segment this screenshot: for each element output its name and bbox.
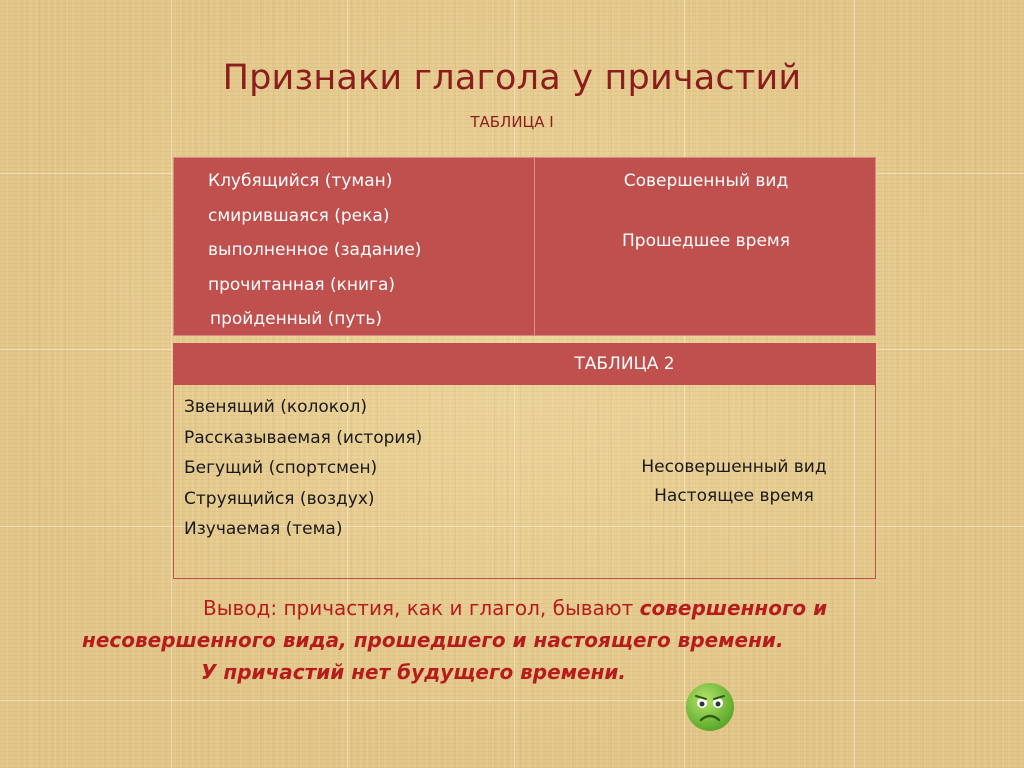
conclusion-line-3: У причастий нет будущего времени. xyxy=(201,660,627,684)
list-item: прочитанная (книга) xyxy=(208,274,396,295)
table-2-header-label: ТАБЛИЦА 2 xyxy=(574,354,675,374)
list-item: Струящийся (воздух) xyxy=(184,488,375,509)
tense-label: Настоящее время xyxy=(654,486,814,506)
conclusion-text xyxy=(82,592,962,688)
table-1 xyxy=(173,157,876,336)
list-item: Рассказываемая (история) xyxy=(184,427,423,448)
table-2-participle-list xyxy=(184,396,422,549)
table-1-features xyxy=(536,170,876,252)
list-item: пройденный (путь) xyxy=(210,309,383,329)
list-item: выполненное (задание) xyxy=(208,240,422,260)
sad-face-icon xyxy=(685,682,735,732)
tense-label: Прошедшее время xyxy=(622,231,790,251)
aspect-label: Несовершенный вид xyxy=(641,457,827,477)
table-1-participle-list xyxy=(208,170,421,343)
list-item: Бегущий (спортсмен) xyxy=(184,458,378,478)
slide-subtitle: ТАБЛИЦА I xyxy=(470,113,554,131)
list-item: Изучаемая (тема) xyxy=(184,519,343,539)
table-2-features xyxy=(604,453,864,511)
list-item: Клубящийся (туман) xyxy=(208,171,393,191)
table-1-divider xyxy=(534,158,535,335)
background-grid-line xyxy=(0,700,1024,701)
conclusion-line-1 xyxy=(82,592,962,624)
slide-title: Признаки глагола у причастий xyxy=(222,58,802,98)
list-item: смирившаяся (река) xyxy=(208,205,390,226)
table-2-header xyxy=(174,344,875,385)
aspect-label: Совершенный вид xyxy=(623,171,789,191)
list-item: Звенящий (колокол) xyxy=(184,397,367,417)
table-2 xyxy=(173,343,876,579)
conclusion-prefix: Вывод: причастия, как и глагол, бывают xyxy=(203,596,640,620)
conclusion-line-2: несовершенного вида, прошедшего и настоящего времени. xyxy=(82,628,784,652)
conclusion-emphasis: совершенного и xyxy=(639,596,828,620)
